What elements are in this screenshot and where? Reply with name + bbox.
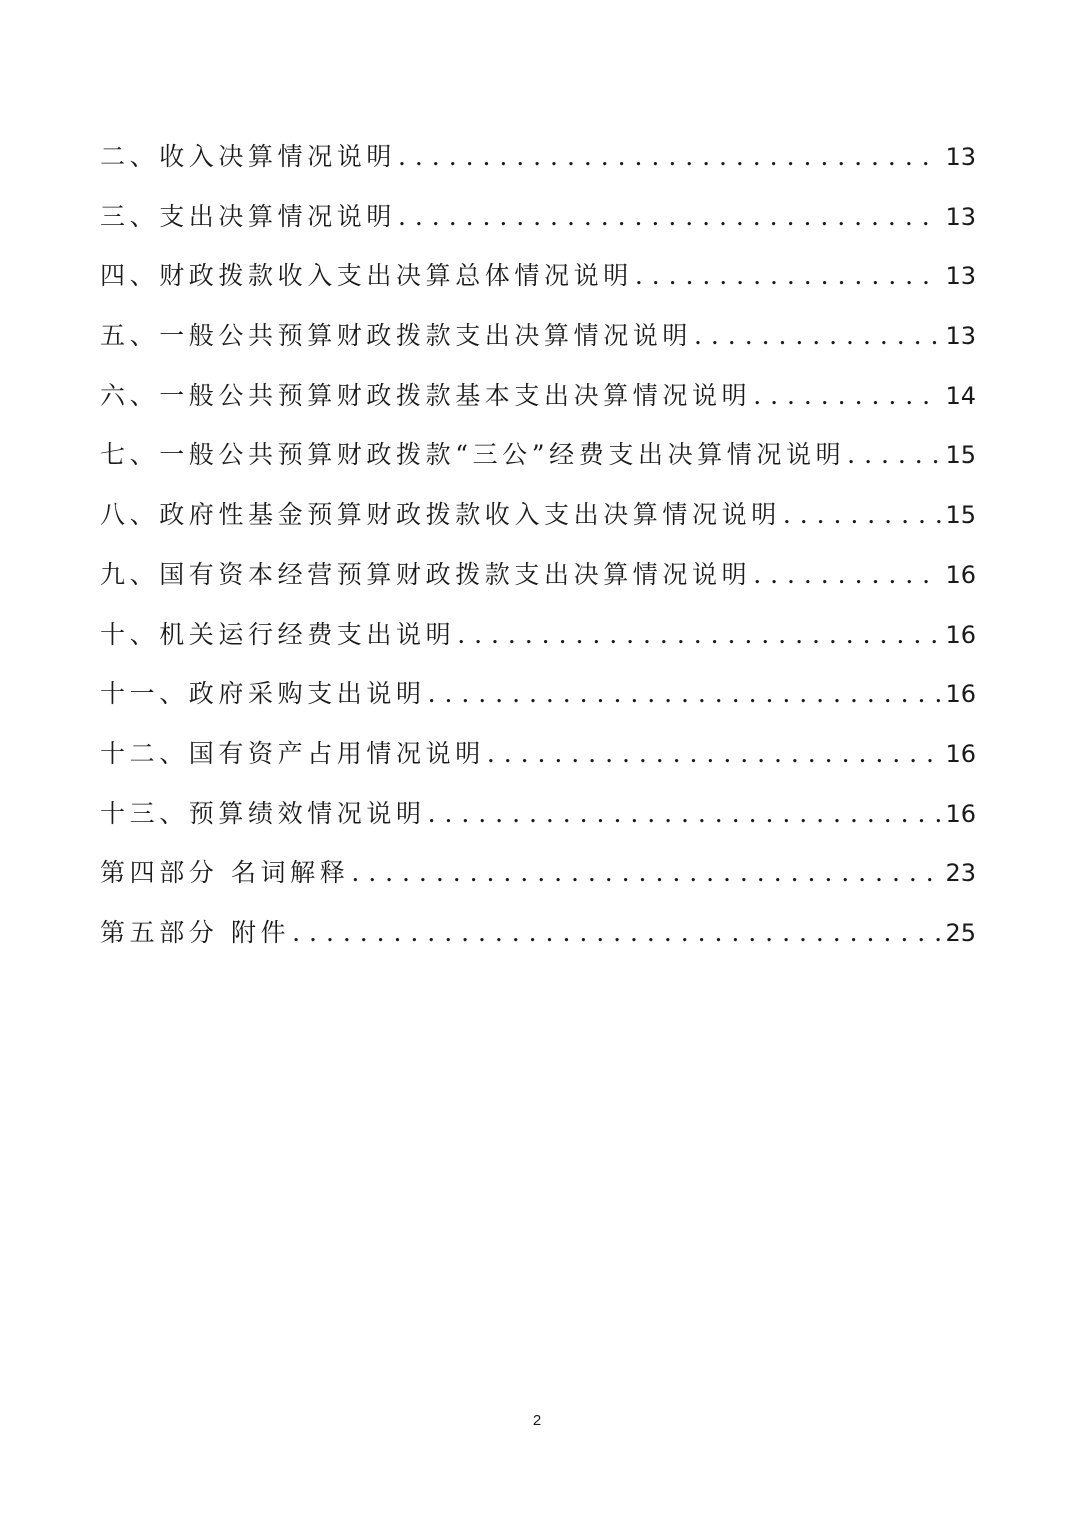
toc-entry-page: 16 — [945, 799, 976, 828]
toc-entry-page: 15 — [945, 441, 976, 470]
toc-dot-leader — [398, 197, 941, 237]
toc-entry-page: 23 — [945, 859, 976, 888]
toc-entry[interactable] — [100, 794, 976, 854]
toc-entry-page: 15 — [945, 501, 976, 530]
toc-entry-title: 十二、国有资产占用情况说明 — [100, 738, 485, 768]
toc-entry-page: 13 — [945, 262, 976, 291]
toc-entry[interactable] — [100, 853, 976, 913]
toc-entry[interactable] — [100, 376, 976, 436]
toc-entry-page: 16 — [945, 739, 976, 768]
toc-entry-title: 三、支出决算情况说明 — [100, 201, 397, 231]
toc-entry-title: 五、一般公共预算财政拨款支出决算情况说明 — [100, 321, 693, 351]
toc-entry[interactable] — [100, 734, 976, 794]
toc-dot-leader — [635, 256, 942, 296]
toc-dot-leader — [398, 137, 941, 177]
toc-entry-page: 25 — [945, 918, 976, 947]
toc-entry[interactable] — [100, 555, 976, 615]
toc-dot-leader — [783, 495, 942, 535]
toc-dot-leader — [694, 316, 941, 356]
toc-entry-title: 二、收入决算情况说明 — [100, 142, 397, 171]
toc-entry-page: 13 — [945, 202, 976, 231]
toc-entry-title: 第五部分 附件 — [100, 917, 291, 947]
toc-dot-leader — [753, 555, 941, 595]
toc-entry[interactable] — [100, 316, 976, 376]
toc-entry[interactable] — [100, 435, 976, 495]
toc-entry-title: 四、财政拨款收入支出决算总体情况说明 — [100, 261, 633, 291]
toc-entry[interactable] — [100, 137, 976, 197]
toc-dot-leader — [457, 615, 941, 655]
toc-entry-title: 七、一般公共预算财政拨款“三公”经费支出决算情况说明 — [100, 440, 846, 470]
toc-dot-leader — [428, 794, 942, 834]
page-number: 2 — [532, 1412, 542, 1429]
toc-entry-title: 十三、预算绩效情况说明 — [100, 798, 426, 828]
toc-entry-title: 第四部分 名词解释 — [100, 858, 350, 888]
toc-entry-title: 九、国有资本经营预算财政拨款支出决算情况说明 — [100, 559, 752, 589]
toc-entry[interactable] — [100, 495, 976, 555]
toc-entry-page: 16 — [945, 560, 976, 589]
toc-entry-page: 16 — [945, 680, 976, 709]
toc-entry-title: 八、政府性基金预算财政拨款收入支出决算情况说明 — [100, 500, 781, 530]
toc-dot-leader — [847, 435, 941, 475]
toc-entry[interactable] — [100, 913, 976, 973]
toc-entry-title: 十、机关运行经费支出说明 — [100, 619, 456, 649]
toc-entry-page: 16 — [945, 620, 976, 649]
toc-dot-leader — [292, 913, 941, 953]
toc-entry-title: 六、一般公共预算财政拨款基本支出决算情况说明 — [100, 380, 752, 410]
table-of-contents — [100, 137, 976, 973]
toc-dot-leader — [428, 674, 942, 714]
toc-entry[interactable] — [100, 674, 976, 734]
toc-entry-page: 14 — [945, 381, 976, 410]
toc-entry[interactable] — [100, 615, 976, 675]
toc-entry[interactable] — [100, 256, 976, 316]
toc-dot-leader — [487, 734, 942, 774]
toc-entry-page: 13 — [945, 322, 976, 351]
toc-entry[interactable] — [100, 197, 976, 257]
toc-dot-leader — [753, 376, 941, 416]
toc-entry-page: 13 — [945, 143, 976, 171]
toc-dot-leader — [351, 853, 941, 893]
toc-entry-title: 十一、政府采购支出说明 — [100, 679, 426, 709]
